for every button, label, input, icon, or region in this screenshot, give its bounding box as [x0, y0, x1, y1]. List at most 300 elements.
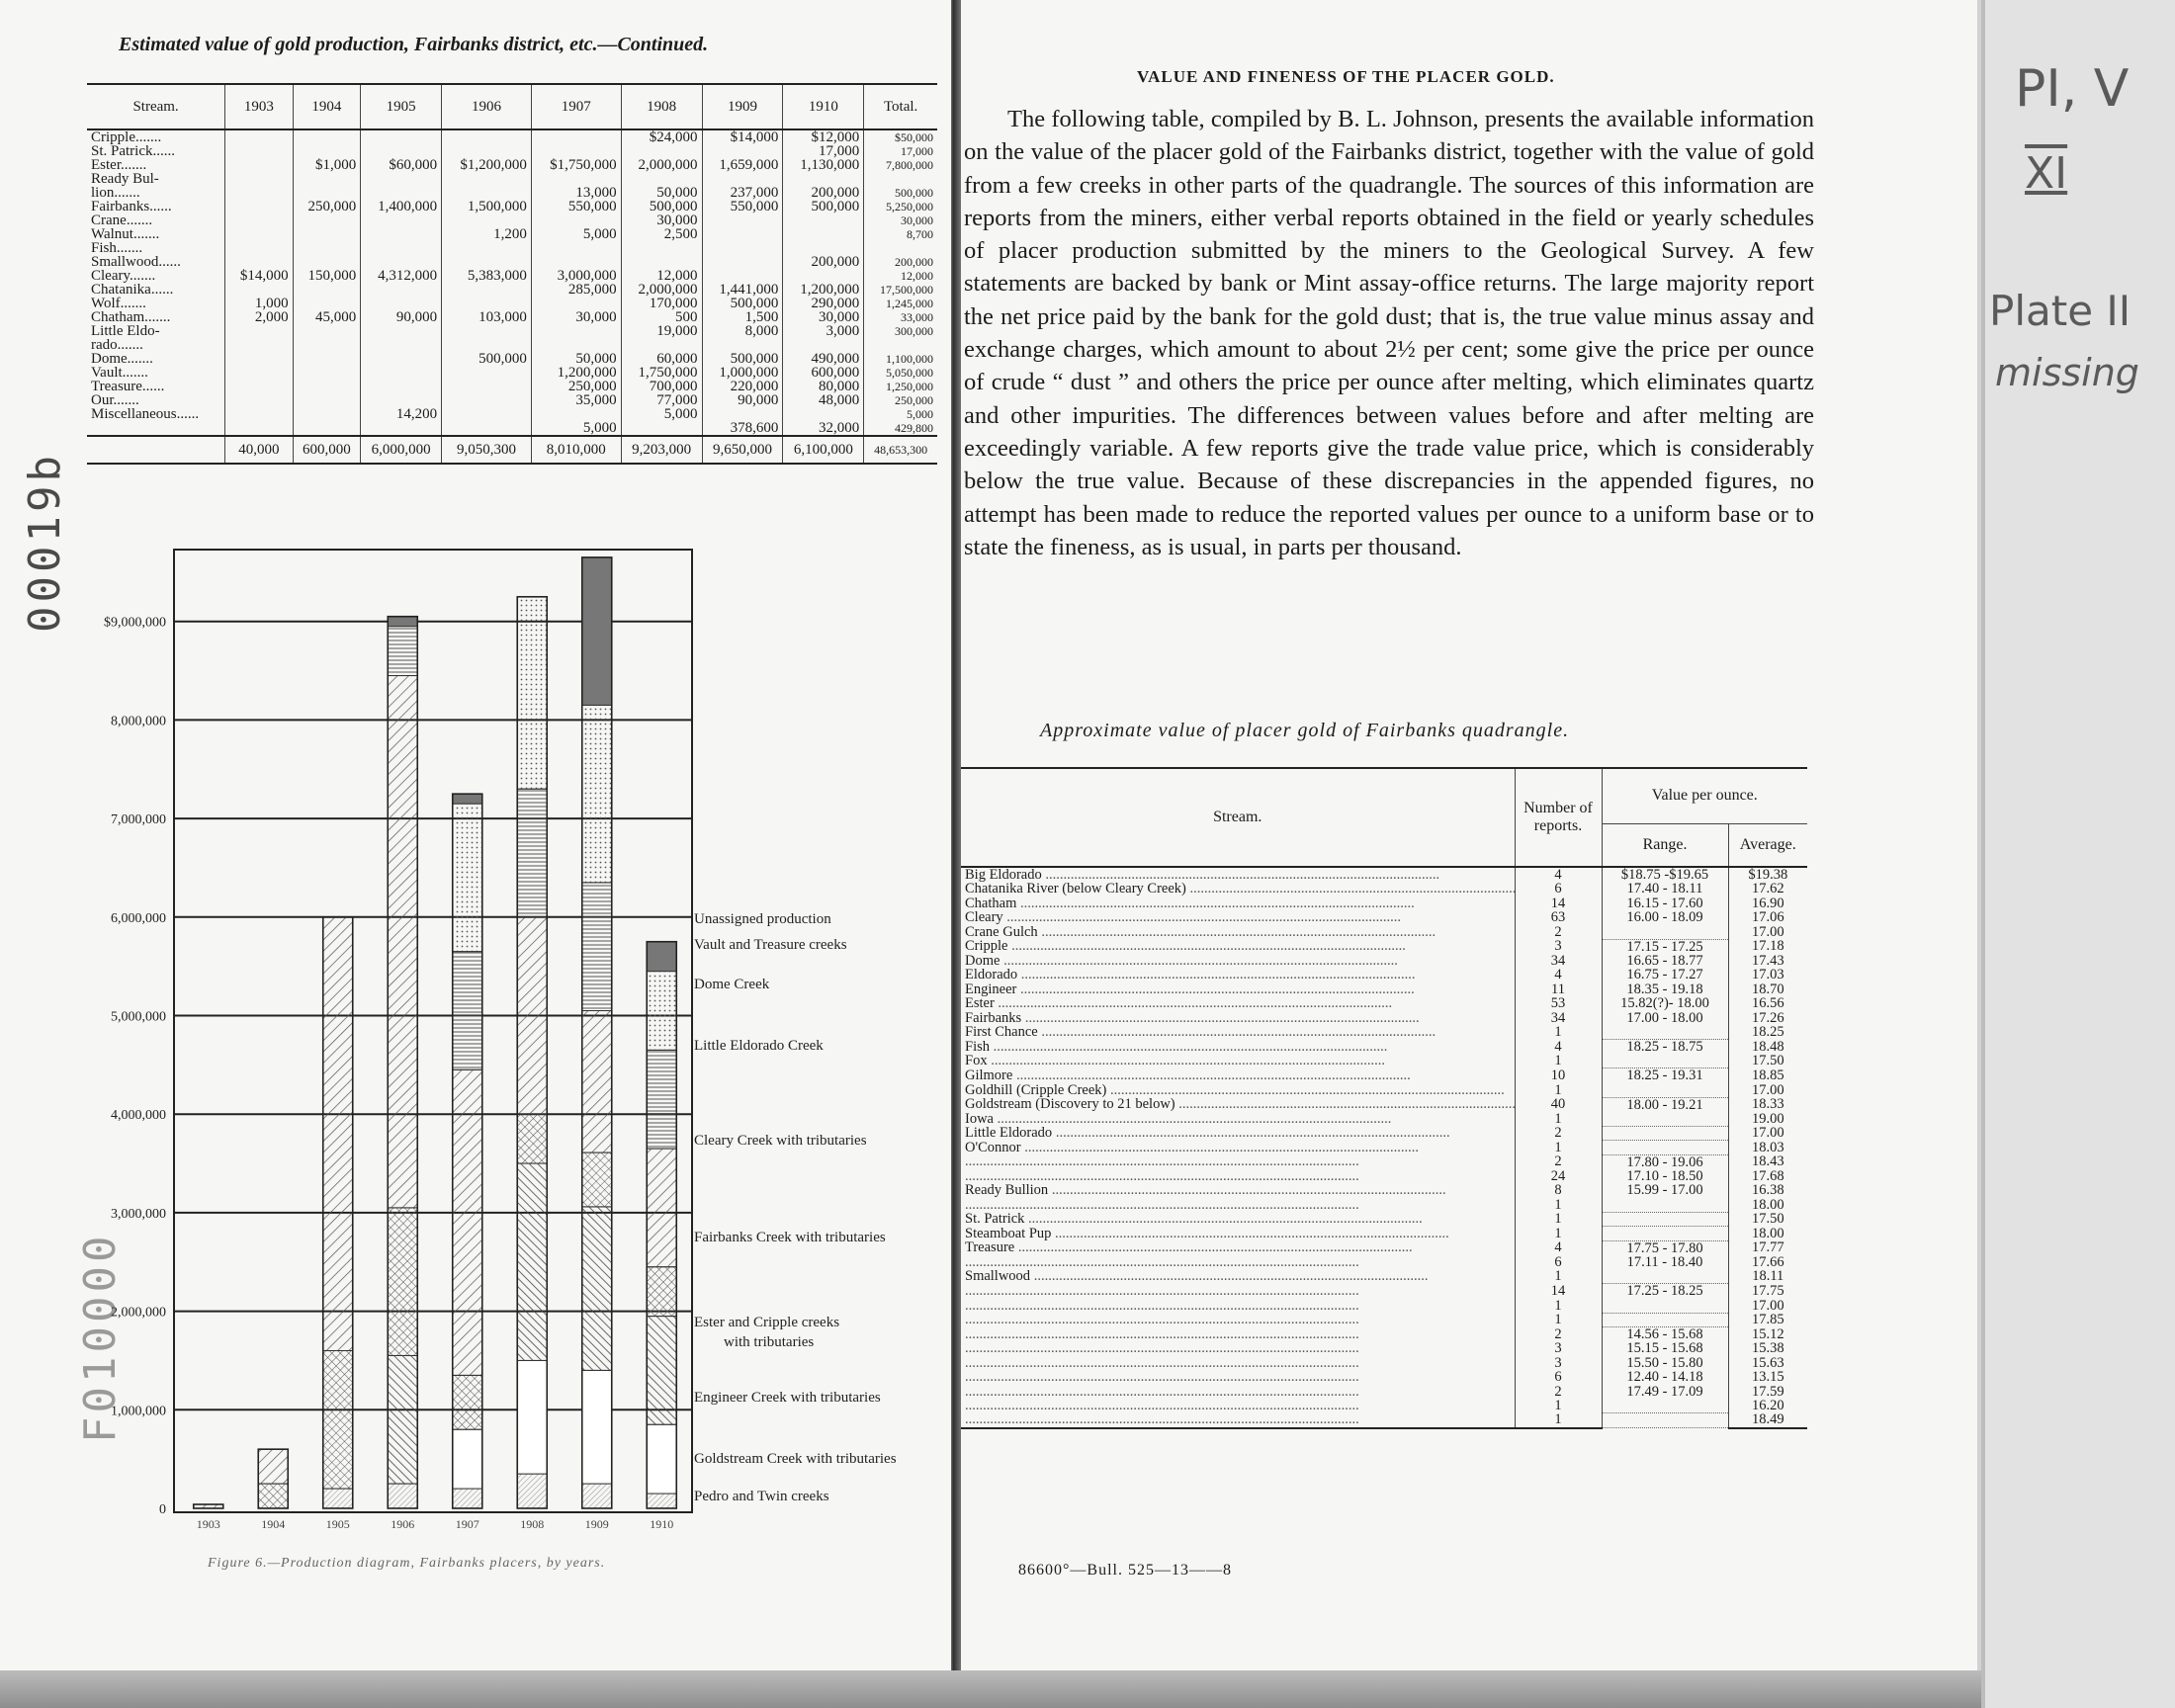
production-cell: 2,000 [225, 310, 294, 324]
legend-label: Ester and Cripple creeks [694, 1315, 840, 1330]
value-cell: 17.25 - 18.25 [1602, 1284, 1728, 1299]
stream-name: O'Connor ..... [965, 1141, 1419, 1154]
production-cell [225, 200, 294, 214]
stream-name [965, 1284, 1359, 1299]
value-row [961, 1327, 1807, 1342]
bar-segment [517, 1360, 547, 1474]
value-row [961, 1313, 1807, 1326]
production-cell: Vault....... [91, 365, 148, 381]
production-cell [225, 214, 294, 227]
bar-segment [388, 1355, 417, 1484]
value-cell [1602, 1112, 1728, 1126]
value-row [961, 939, 1807, 954]
legend-label: Dome Creek [694, 977, 770, 992]
value-cell: 17.75 [1728, 1284, 1807, 1299]
production-cell: $24,000 [621, 129, 702, 144]
production-cell: 14,200 [361, 407, 442, 421]
value-cell: 1 [1515, 1141, 1602, 1154]
value-cell: 16.38 [1728, 1183, 1807, 1197]
bar-segment [647, 942, 676, 972]
production-total-cell: 48,653,300 [864, 436, 937, 464]
production-cell: 30,000 [783, 310, 864, 324]
value-row [961, 1126, 1807, 1140]
value-cell: 18.03 [1728, 1141, 1807, 1154]
value-cell: $18.75 -$19.65 [1602, 867, 1728, 882]
value-row [961, 1097, 1807, 1112]
x-tick-label: 1905 [325, 1517, 350, 1531]
production-cell: 3,000,000 [531, 269, 621, 283]
production-cell: 1,250,000 [864, 380, 937, 393]
value-row [961, 968, 1807, 982]
production-cell [225, 407, 294, 421]
production-cell: 220,000 [702, 380, 783, 393]
production-cell [225, 352, 294, 366]
production-cell: Little Eldo- [91, 323, 160, 339]
value-cell: 14 [1515, 1284, 1602, 1299]
value-cell: 17.50 [1728, 1212, 1807, 1226]
production-cell [864, 338, 937, 352]
production-cell: 2,000,000 [621, 283, 702, 297]
production-row [87, 241, 937, 255]
value-cell: 15.38 [1728, 1341, 1807, 1355]
bar-segment [647, 1267, 676, 1317]
production-cell [531, 144, 621, 158]
value-cell: 15.50 - 15.80 [1602, 1356, 1728, 1370]
value-cell [1602, 1412, 1728, 1427]
value-cell: 15.12 [1728, 1327, 1807, 1342]
legend-label: with tributaries [724, 1334, 815, 1350]
value-cell: 17.26 [1728, 1011, 1807, 1025]
stream-name [965, 1399, 1359, 1412]
production-cell: 1,500,000 [442, 200, 532, 214]
value-row [961, 1341, 1807, 1355]
production-cell [293, 241, 361, 255]
stream-name: Chatanika River (below Cleary Creek) ..... [965, 882, 1515, 896]
production-cell [361, 172, 442, 186]
production-cell: 45,000 [293, 310, 361, 324]
production-cell: $1,200,000 [442, 158, 532, 172]
production-cell: 17,500,000 [864, 283, 937, 297]
value-cell: 16.90 [1728, 897, 1807, 910]
value-cell: 16.00 - 18.09 [1602, 910, 1728, 924]
production-row [87, 227, 937, 241]
production-total-row [87, 436, 937, 464]
production-cell [531, 214, 621, 227]
stream-name: St. Patrick ..... [965, 1212, 1423, 1226]
production-cell: 30,000 [621, 214, 702, 227]
production-cell [361, 129, 442, 144]
production-cell [225, 393, 294, 407]
production-cell: 5,000 [531, 421, 621, 436]
average-header: Average. [1728, 823, 1807, 867]
production-header-cell: 1905 [361, 84, 442, 129]
value-cell: 1 [1515, 1269, 1602, 1283]
value-cell [1602, 1212, 1728, 1226]
production-cell: 1,000 [225, 297, 294, 310]
value-row [961, 1039, 1807, 1054]
stream-name: Ester ..... [965, 996, 1392, 1010]
production-cell: $1,000 [293, 158, 361, 172]
stream-name: Smallwood ..... [965, 1269, 1428, 1283]
value-cell: 17.68 [1728, 1169, 1807, 1183]
production-cell [531, 129, 621, 144]
x-tick-label: 1910 [650, 1517, 674, 1531]
value-cell: 3 [1515, 939, 1602, 954]
production-header-cell: Total. [864, 84, 937, 129]
production-cell: 17,000 [783, 144, 864, 158]
value-row [961, 1183, 1807, 1197]
production-cell [225, 186, 294, 200]
value-cell [961, 1068, 1515, 1083]
value-cell: 17.11 - 18.40 [1602, 1255, 1728, 1269]
stream-name [965, 1341, 1359, 1355]
value-cell: 18.00 - 19.21 [1602, 1097, 1728, 1112]
value-cell: 1 [1515, 1227, 1602, 1240]
value-cell: 1 [1515, 1112, 1602, 1126]
value-cell [961, 1399, 1515, 1412]
value-cell: 4 [1515, 867, 1602, 882]
stream-name: Treasure ..... [965, 1240, 1413, 1255]
stream-name [965, 1169, 1359, 1183]
value-cell: 4 [1515, 1240, 1602, 1255]
bar-segment [517, 1114, 547, 1163]
production-cell [293, 324, 361, 338]
value-per-ounce-header: Value per ounce. [1602, 768, 1807, 823]
bar-segment [517, 597, 547, 789]
bar-segment [323, 1350, 353, 1489]
production-cell [361, 241, 442, 255]
production-cell: 30,000 [864, 214, 937, 227]
value-table [961, 767, 1807, 1429]
production-cell [225, 338, 294, 352]
production-cell [621, 338, 702, 352]
production-cell: 48,000 [783, 393, 864, 407]
stream-name: First Chance ..... [965, 1025, 1436, 1039]
production-cell [87, 421, 225, 436]
value-row [961, 1025, 1807, 1039]
production-cell [225, 241, 294, 255]
value-cell [961, 1097, 1515, 1112]
production-cell: 500,000 [702, 352, 783, 366]
value-cell [961, 982, 1515, 996]
bar-segment [323, 917, 353, 1351]
value-cell [1602, 1126, 1728, 1140]
value-cell [961, 1169, 1515, 1183]
bar-segment [258, 1484, 288, 1508]
production-cell: 150,000 [293, 269, 361, 283]
production-cell: 1,200 [442, 227, 532, 241]
value-cell [961, 1341, 1515, 1355]
value-row [961, 867, 1807, 882]
bar-segment [388, 1484, 417, 1508]
value-cell: 17.66 [1728, 1255, 1807, 1269]
value-cell: 17.15 - 17.25 [1602, 939, 1728, 954]
chart-legend-labels [694, 911, 897, 1504]
value-row [961, 1212, 1807, 1226]
value-row [961, 996, 1807, 1010]
production-total-cell: 40,000 [225, 436, 294, 464]
production-cell: 1,400,000 [361, 200, 442, 214]
value-cell: 40 [1515, 1097, 1602, 1112]
bar-segment [388, 617, 417, 627]
bar-segment [453, 952, 482, 1070]
value-row [961, 1154, 1807, 1169]
value-row [961, 1356, 1807, 1370]
production-cell [293, 227, 361, 241]
legend-label: Fairbanks Creek with tributaries [694, 1230, 886, 1245]
value-cell: 18.00 [1728, 1227, 1807, 1240]
value-cell [961, 897, 1515, 910]
x-tick-label: 1903 [196, 1517, 220, 1531]
value-cell: 16.20 [1728, 1399, 1807, 1412]
bar-segment [453, 804, 482, 952]
production-cell: 80,000 [783, 380, 864, 393]
production-diagram [59, 544, 949, 1591]
stream-header: Stream. [961, 768, 1515, 867]
production-cell: 285,000 [531, 283, 621, 297]
value-cell: 63 [1515, 910, 1602, 924]
production-cell [293, 172, 361, 186]
production-total-cell: 9,050,300 [442, 436, 532, 464]
stream-name [965, 1385, 1359, 1399]
value-cell [961, 1385, 1515, 1399]
production-cell: 5,000 [621, 407, 702, 421]
production-cell: rado....... [91, 337, 143, 353]
value-row [961, 1284, 1807, 1299]
production-cell [225, 366, 294, 380]
production-cell: 8,700 [864, 227, 937, 241]
production-cell [442, 144, 532, 158]
value-cell: 15.82(?)- 18.00 [1602, 996, 1728, 1010]
production-cell [361, 186, 442, 200]
value-cell: 10 [1515, 1068, 1602, 1083]
value-cell: 18.43 [1728, 1154, 1807, 1169]
value-cell [961, 939, 1515, 954]
value-cell [961, 1011, 1515, 1025]
value-cell: 19.00 [1728, 1112, 1807, 1126]
value-cell [961, 1112, 1515, 1126]
value-cell: 1 [1515, 1399, 1602, 1412]
production-cell: 32,000 [783, 421, 864, 436]
value-cell [1602, 1269, 1728, 1283]
stream-name [965, 1313, 1359, 1326]
value-cell: 34 [1515, 1011, 1602, 1025]
value-cell [961, 867, 1515, 882]
production-cell: 500 [621, 310, 702, 324]
intro-text: The following table, compiled by B. L. Johnson, presents the available information on the value of the placer gold of the Fairbanks district, together with the value of gold from a few creeks in other parts of the quadrangle. The sources of this information are reports from the miners, either verbal reports obtained in the field or yearly schedules of placer production submitted by the miners to the Geological Survey. A few statements are backed by bank or Mint assay-office returns. The large majority report the net price paid by the bank for the gold dust; that is, the true value minus assay and exchange charges, which amount to about 2½ per cent; some give the price per ounce of crude “ dust ” and others the price per ounce after melting, which eliminates quartz and other impurities. The differences between values before and after melting are exceedingly variable. A few reports give the trade value price, which is considerably below the true value. Because of these discrepancies in the appended figures, no attempt has been made to reduce the reported values per ounce to a uniform base or to state the fineness, as is usual, in parts per thousand. [964, 106, 1814, 560]
stream-name [965, 1327, 1359, 1342]
production-cell: 600,000 [783, 366, 864, 380]
value-cell [1602, 1025, 1728, 1039]
stream-name: Little Eldorado ..... [965, 1126, 1450, 1140]
production-cell: Crane....... [91, 213, 153, 228]
value-cell: 17.43 [1728, 954, 1807, 968]
production-cell [531, 255, 621, 269]
value-cell: 18.00 [1728, 1198, 1807, 1212]
production-total-cell: 6,100,000 [783, 436, 864, 464]
value-cell: 17.77 [1728, 1240, 1807, 1255]
bar-segment [582, 705, 612, 882]
value-row [961, 1299, 1807, 1313]
bar-segment [388, 1208, 417, 1356]
production-row [87, 172, 937, 186]
production-cell [531, 172, 621, 186]
value-cell [1602, 1083, 1728, 1097]
value-cell [1602, 925, 1728, 939]
production-table-header [87, 84, 937, 129]
production-cell: 200,000 [783, 255, 864, 269]
value-cell: 17.10 - 18.50 [1602, 1169, 1728, 1183]
value-cell: 17.00 [1728, 1126, 1807, 1140]
value-cell [1602, 1399, 1728, 1412]
value-cell [961, 1356, 1515, 1370]
value-cell [961, 1141, 1515, 1154]
production-cell: 19,000 [621, 324, 702, 338]
y-tick-label: 4,000,000 [111, 1108, 166, 1124]
value-cell [961, 882, 1515, 896]
production-header-cell: 1908 [621, 84, 702, 129]
legend-label: Unassigned production [694, 911, 831, 927]
bar-segment [517, 789, 547, 917]
production-cell [225, 158, 294, 172]
production-cell [225, 255, 294, 269]
production-cell: Cleary....... [91, 268, 156, 284]
bar-segment [453, 1375, 482, 1429]
value-row [961, 1385, 1807, 1399]
production-total-cell: 9,203,000 [621, 436, 702, 464]
value-cell: 17.49 - 17.09 [1602, 1385, 1728, 1399]
production-row [87, 421, 937, 436]
figure-caption: Figure 6.—Production diagram, Fairbanks placers, by years. [208, 1556, 606, 1571]
production-cell [225, 380, 294, 393]
production-cell [783, 269, 864, 283]
production-cell [783, 172, 864, 186]
value-cell: 17.03 [1728, 968, 1807, 982]
production-cell: 1,100,000 [864, 352, 937, 366]
production-cell [783, 227, 864, 241]
chart-frame [174, 550, 692, 1512]
production-cell [361, 227, 442, 241]
production-row [87, 269, 937, 283]
value-cell: 53 [1515, 996, 1602, 1010]
production-cell: 2,000,000 [621, 158, 702, 172]
bar-segment [388, 676, 417, 1208]
bar-segment [582, 557, 612, 706]
production-cell [361, 144, 442, 158]
stream-name [965, 1412, 1359, 1427]
production-cell [225, 227, 294, 241]
production-row [87, 310, 937, 324]
production-cell [225, 129, 294, 144]
production-cell: Our....... [91, 392, 139, 408]
value-cell [961, 1227, 1515, 1240]
value-cell: 18.25 [1728, 1025, 1807, 1039]
production-cell: Fairbanks...... [91, 199, 172, 214]
value-row [961, 1141, 1807, 1154]
running-head: VALUE AND FINENESS OF THE PLACER GOLD. [1137, 67, 1555, 86]
production-cell [361, 380, 442, 393]
bar-segment [647, 1149, 676, 1267]
production-cell [293, 297, 361, 310]
value-cell: 18.33 [1728, 1097, 1807, 1112]
x-tick-label: 1907 [455, 1517, 479, 1531]
value-cell [1602, 1227, 1728, 1240]
value-cell: 1 [1515, 1212, 1602, 1226]
stream-name: Eldorado ..... [965, 968, 1416, 982]
bar-segment [647, 1424, 676, 1494]
production-cell [531, 324, 621, 338]
adjacent-page-edge [1981, 0, 2175, 1708]
value-cell [961, 1255, 1515, 1269]
value-cell [961, 1370, 1515, 1384]
value-cell: 2 [1515, 1126, 1602, 1140]
value-cell [1602, 1299, 1728, 1313]
stream-name [965, 1198, 1359, 1212]
production-cell: 5,250,000 [864, 200, 937, 214]
production-cell: 5,000 [864, 407, 937, 421]
production-cell: 500,000 [783, 200, 864, 214]
value-cell: 13.15 [1728, 1370, 1807, 1384]
value-cell [961, 1269, 1515, 1283]
value-cell: 18.70 [1728, 982, 1807, 996]
production-cell [293, 338, 361, 352]
value-row [961, 1255, 1807, 1269]
value-row [961, 1112, 1807, 1126]
y-tick-label: 3,000,000 [111, 1206, 166, 1222]
production-cell: Ester....... [91, 157, 147, 173]
production-cell: 500,000 [621, 200, 702, 214]
value-cell [961, 910, 1515, 924]
stream-name: Crane Gulch ..... [965, 925, 1436, 939]
value-cell [1602, 1141, 1728, 1154]
production-cell [621, 241, 702, 255]
production-cell: Chatanika...... [91, 282, 174, 298]
bar-segment [647, 1050, 676, 1149]
production-cell [293, 129, 361, 144]
margin-note-3: Plate II [1989, 287, 2132, 335]
value-cell: 6 [1515, 882, 1602, 896]
value-cell [961, 1183, 1515, 1197]
bar-segment [582, 1153, 612, 1207]
value-cell: 17.40 - 18.11 [1602, 882, 1728, 896]
production-row [87, 407, 937, 421]
production-cell: 5,050,000 [864, 366, 937, 380]
page-signature: 86600°—Bull. 525—13——8 [1018, 1562, 1232, 1579]
value-cell [961, 1083, 1515, 1097]
value-cell: 11 [1515, 982, 1602, 996]
value-cell [961, 1154, 1515, 1169]
stream-name [965, 1154, 1359, 1169]
value-row [961, 1370, 1807, 1384]
y-tick-label: 5,000,000 [111, 1009, 166, 1025]
production-cell [621, 421, 702, 436]
production-row [87, 352, 937, 366]
bar-segment [517, 1474, 547, 1508]
production-cell: 12,000 [864, 269, 937, 283]
production-table [87, 83, 937, 465]
production-cell [293, 380, 361, 393]
value-cell: 8 [1515, 1183, 1602, 1197]
production-cell: Wolf....... [91, 296, 146, 311]
production-cell [293, 283, 361, 297]
production-cell [361, 324, 442, 338]
value-cell [961, 1327, 1515, 1342]
y-tick-label: 1,000,000 [111, 1404, 166, 1419]
production-cell: Ready Bul- [91, 171, 159, 187]
value-row [961, 1083, 1807, 1097]
value-cell: 4 [1515, 1039, 1602, 1054]
value-cell: 24 [1515, 1169, 1602, 1183]
